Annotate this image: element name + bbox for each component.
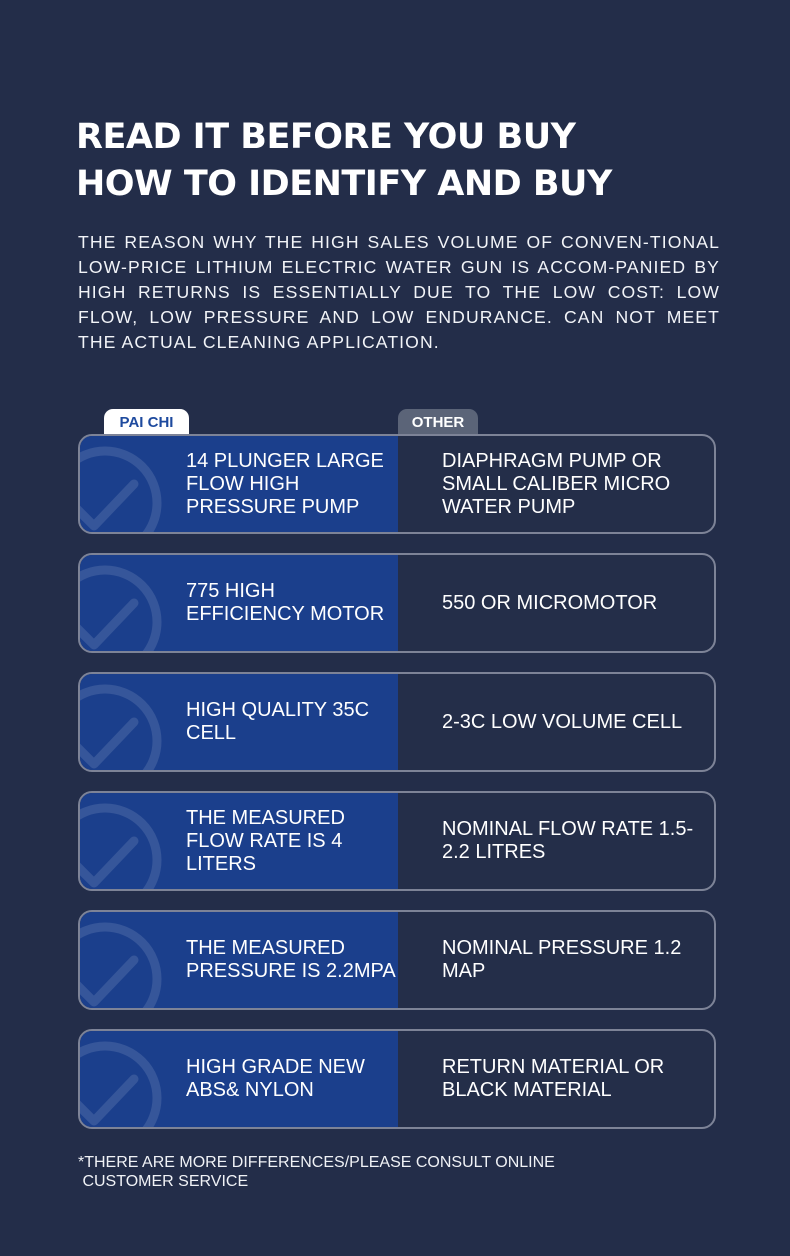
other-feature: RETURN MATERIAL OR BLACK MATERIAL (442, 1056, 665, 1101)
pai-chi-cell (80, 912, 398, 1008)
comparison-row (78, 910, 716, 1010)
comparison-row (78, 553, 716, 653)
other-feature: DIAPHRAGM PUMP OR SMALL CALIBER MICRO WATER PUMP (442, 449, 671, 518)
check-circle-icon (80, 801, 164, 889)
pai-chi-feature: 14 PLUNGER LARGE FLOW HIGH PRESSURE PUMP (186, 449, 384, 518)
pai-chi-cell (80, 436, 398, 532)
other-feature: 2-3C LOW VOLUME CELL (442, 710, 683, 733)
tag-pai-chi: PAI CHI (104, 409, 189, 437)
other-feature: NOMINAL FLOW RATE 1.5-2.2 LITRES (442, 818, 694, 863)
other-feature: 550 OR MICROMOTOR (442, 591, 658, 614)
pai-chi-feature: 775 HIGH EFFICIENCY MOTOR (186, 580, 385, 625)
check-circle-icon (80, 920, 164, 1008)
footnote (78, 1153, 638, 1191)
title-line-2: HOW TO IDENTIFY AND BUY (76, 164, 612, 204)
pai-chi-cell (80, 793, 398, 889)
comparison-row (78, 791, 716, 891)
check-circle-icon (80, 1039, 164, 1127)
pai-chi-cell (80, 674, 398, 770)
check-circle-icon (80, 682, 164, 770)
comparison-row (78, 434, 716, 534)
comparison-row (78, 1029, 716, 1129)
pai-chi-feature: THE MEASURED FLOW RATE IS 4 LITERS (186, 806, 345, 875)
pai-chi-feature: HIGH QUALITY 35C CELL (186, 699, 370, 744)
pai-chi-cell (80, 1031, 398, 1127)
check-circle-icon (80, 444, 164, 532)
title-line-1: READ IT BEFORE YOU BUY (76, 117, 576, 157)
footnote-line-2: CUSTOMER SERVICE (78, 1173, 249, 1190)
intro-paragraph: THE REASON WHY THE HIGH SALES VOLUME OF CONVEN-TIONAL LOW-PRICE LITHIUM ELECTRIC WATER GUN IS ACCOM-PANIED BY HIGH RETURNS IS ESSENTIALLY DUE TO THE LOW COST: LOW FLOW, LOW PRESSURE AND LOW ENDURANCE. CAN NOT MEET THE ACTUAL CLEANING APPLICATION. (78, 232, 720, 352)
footnote-line-1: *THERE ARE MORE DIFFERENCES/PLEASE CONSULT ONLINE (78, 1154, 555, 1171)
comparison-row (78, 672, 716, 772)
pai-chi-feature: THE MEASURED PRESSURE IS 2.2MPA (186, 937, 396, 982)
pai-chi-feature: HIGH GRADE NEW ABS& NYLON (186, 1056, 365, 1101)
page-title (76, 114, 756, 208)
pai-chi-cell (80, 555, 398, 651)
other-feature: NOMINAL PRESSURE 1.2 MAP (442, 937, 682, 982)
comparison-list (78, 434, 716, 1148)
tag-other: OTHER (398, 409, 478, 437)
check-circle-icon (80, 563, 164, 651)
